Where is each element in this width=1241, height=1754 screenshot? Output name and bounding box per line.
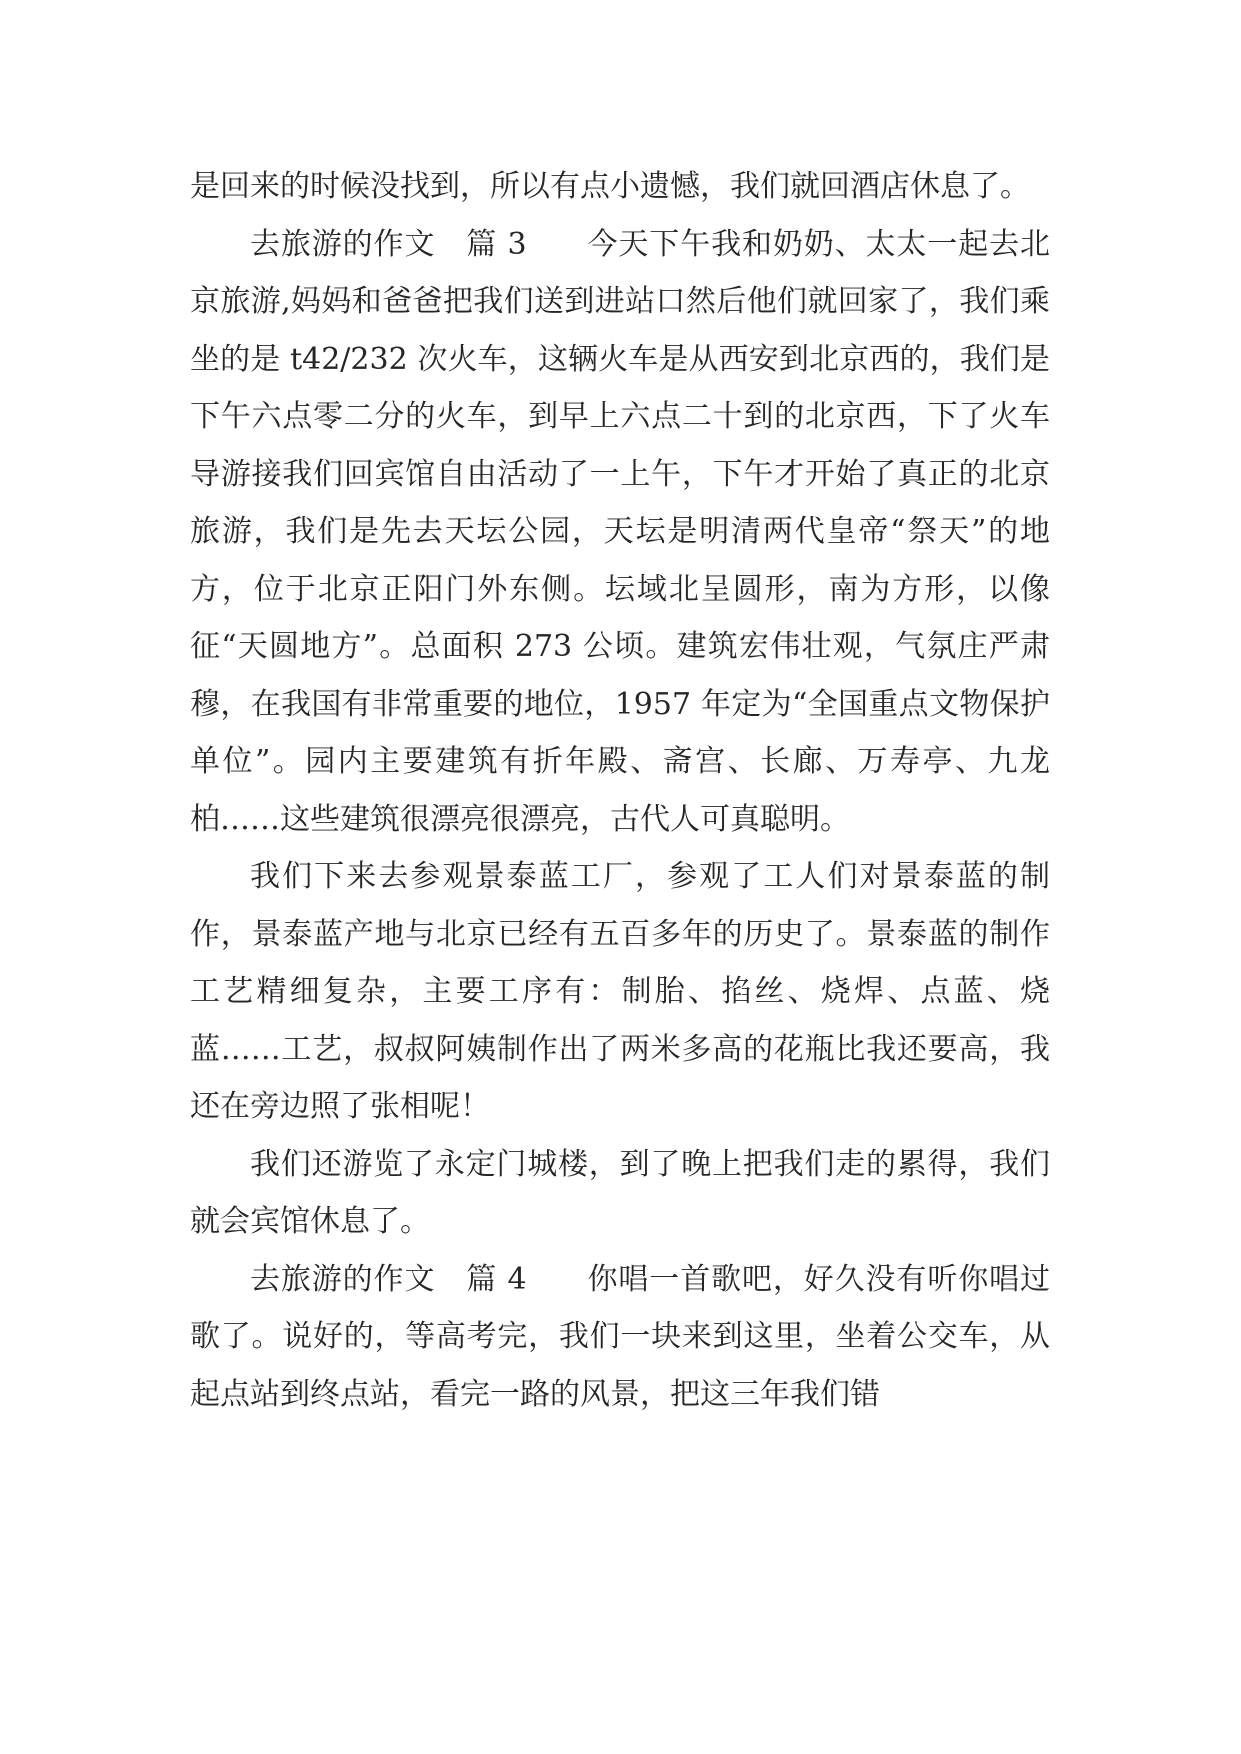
essay-heading: 去旅游的作文	[250, 226, 436, 262]
paragraph-text: 是回来的时候没找到，所以有点小遗憾，我们就回酒店休息了。	[190, 169, 1030, 204]
paragraph-3	[190, 848, 1050, 1136]
paragraph-1	[190, 158, 1050, 216]
section-label: 篇 3	[465, 226, 527, 262]
paragraph-text: 今天下午我和奶奶、太太一起去北京旅游,妈妈和爸爸把我们送到进站口然后他们就回家了，我们乘坐的是 t42/232 次火车，这辆火车是从西安到北京西的，我们是下午六点零二分的火车，到早上六点二十到的北京西，下了火车导游接我们回宾馆自由活动了一上午，下午才开始了真正的北京旅游，我们是先去天坛公园，天坛是明清两代皇帝“祭天”的地方，位于北京正阳门外东侧。坛域北呈圆形，南为方形，以像征“天圆地方”。总面积 273 公顷。建筑宏伟壮观，气氛庄严肃穆，在我国有非常重要的地位，1957 年定为“全国重点文物保护单位”。园内主要建筑有折年殿、斋宫、长廊、万寿亭、九龙柏……这些建筑很漂亮很漂亮，古代人可真聪明。	[190, 226, 1050, 837]
paragraph-text: 我们还游览了永定门城楼，到了晚上把我们走的累得，我们就会宾馆休息了。	[190, 1146, 1050, 1239]
paragraph-text: 我们下来去参观景泰蓝工厂，参观了工人们对景泰蓝的制作，景泰蓝产地与北京已经有五百多年的历史了。景泰蓝的制作工艺精细复杂，主要工序有：制胎、掐丝、烧焊、点蓝、烧蓝……工艺，叔叔阿姨制作出了两米多高的花瓶比我还要高，我还在旁边照了张相呢！	[190, 859, 1050, 1124]
paragraph-2	[190, 216, 1050, 849]
paragraph-5	[190, 1251, 1050, 1424]
paragraph-text: 你唱一首歌吧，好久没有听你唱过歌了。说好的，等高考完，我们一块来到这里，坐着公交车，从起点站到终点站，看完一路的风景，把这三年我们错	[190, 1261, 1050, 1412]
paragraph-4	[190, 1136, 1050, 1251]
document-body	[190, 158, 1050, 1423]
essay-heading: 去旅游的作文	[250, 1261, 436, 1297]
section-label: 篇 4	[465, 1261, 527, 1297]
